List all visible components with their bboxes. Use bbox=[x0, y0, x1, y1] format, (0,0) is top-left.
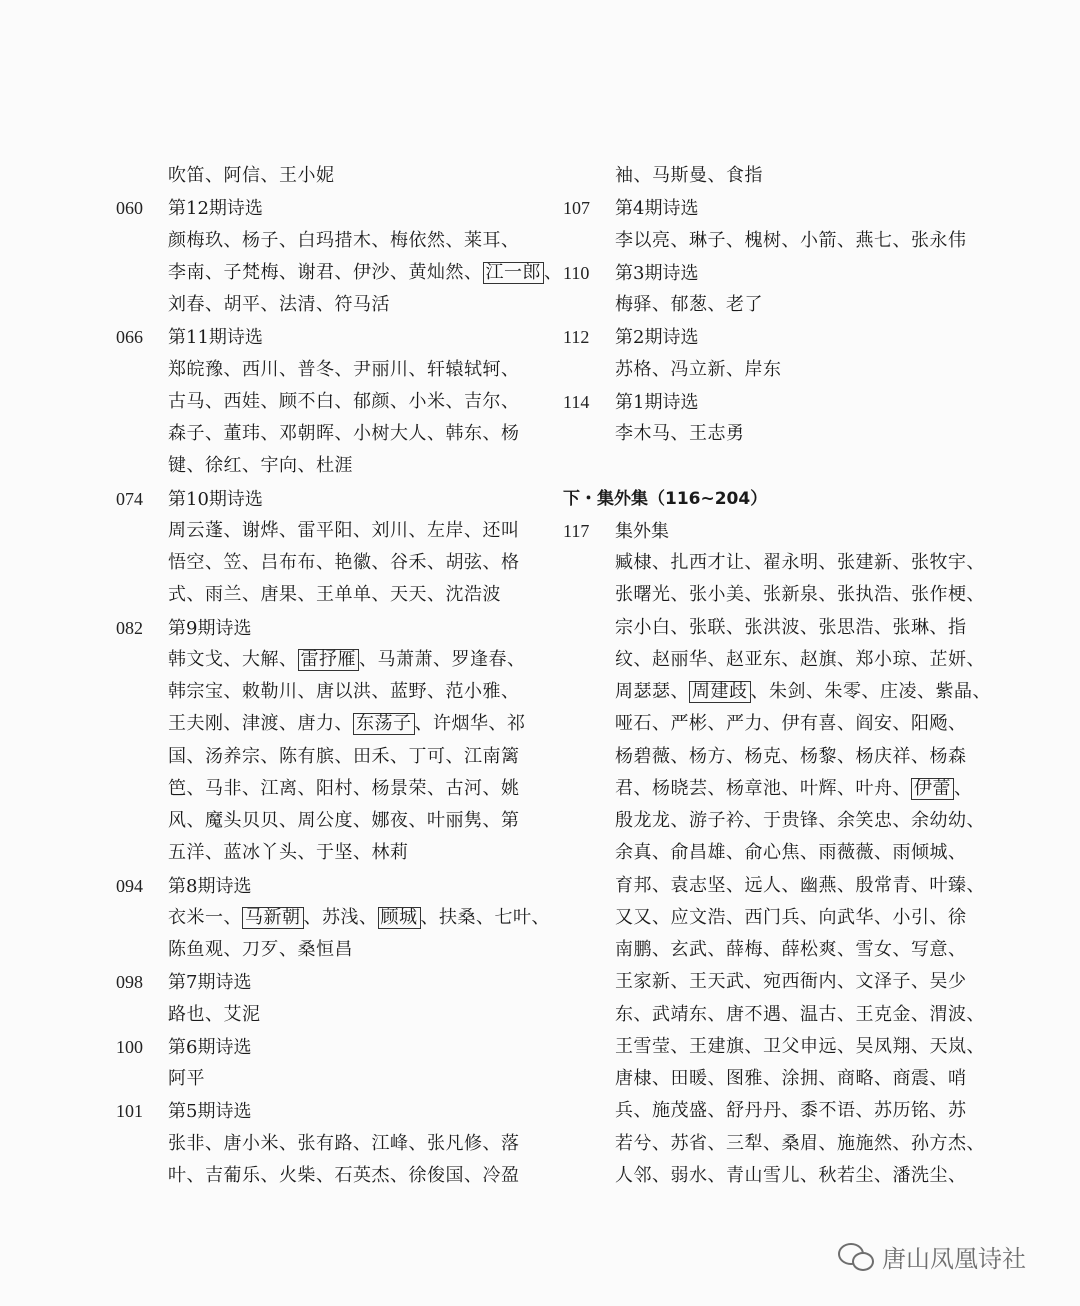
names-text: 韩文戈、大解、 bbox=[168, 648, 298, 670]
toc-entry bbox=[116, 966, 536, 998]
toc-entry bbox=[116, 1031, 536, 1063]
names-text: 、马萧萧、罗逢春、 bbox=[359, 648, 526, 670]
entry-title: 第11期诗选 bbox=[168, 327, 263, 349]
boxed-name: 雷抒雁 bbox=[298, 649, 360, 671]
toc-entry bbox=[563, 257, 983, 289]
poet-names: 张非、唐小米、张有路、江峰、张凡修、落 bbox=[168, 1132, 520, 1154]
poet-names: 王家新、王天武、宛西衙内、文泽子、吴少 bbox=[615, 971, 967, 993]
left-column bbox=[116, 160, 563, 1192]
poet-names: 王雪莹、王建旗、卫父申远、吴凤翔、天岚、 bbox=[615, 1035, 985, 1057]
poet-names: 李以亮、琳子、槐树、小箭、燕七、张永伟 bbox=[615, 229, 967, 251]
poet-names: 苏格、冯立新、岸东 bbox=[615, 358, 782, 380]
toc-entry bbox=[563, 192, 983, 224]
wechat-icon bbox=[838, 1241, 876, 1271]
boxed-name: 东荡子 bbox=[353, 713, 415, 735]
poet-names: 殷龙龙、游子衿、于贵锋、余笑忠、余幼幼、 bbox=[615, 810, 985, 831]
toc-entry bbox=[116, 870, 536, 902]
poet-names: 纹、赵丽华、赵亚东、赵旗、郑小琼、芷妍、 bbox=[615, 648, 985, 670]
poet-names: 式、雨兰、唐果、王单单、天天、沈浩波 bbox=[168, 584, 501, 606]
poet-names: 人邻、弱水、青山雪儿、秋若尘、潘洗尘、 bbox=[615, 1164, 967, 1186]
poet-names: 唐棣、田暖、图雅、涂拥、商略、商震、哨 bbox=[615, 1068, 967, 1089]
names-text: 、苏浅、 bbox=[303, 906, 378, 928]
entry-title: 第3期诗选 bbox=[615, 262, 699, 284]
toc-entry bbox=[563, 386, 983, 418]
page-number: 101 bbox=[116, 1101, 143, 1122]
entry-title: 第6期诗选 bbox=[168, 1036, 252, 1058]
page-number: 094 bbox=[116, 875, 143, 896]
page-number: 100 bbox=[116, 1036, 143, 1057]
poet-names bbox=[116, 902, 550, 934]
poet-names: 杨碧薇、杨方、杨克、杨黎、杨庆祥、杨森 bbox=[615, 745, 967, 767]
names-text: 、 bbox=[544, 261, 563, 283]
poet-names: 叶、吉葡乐、火柴、石英杰、徐俊国、冷盈 bbox=[168, 1164, 520, 1186]
poet-names: 郑皖豫、西川、普冬、尹丽川、轩辕轼轲、 bbox=[168, 358, 520, 380]
section-heading: 下・集外集（116~204） bbox=[563, 488, 768, 509]
poet-names: 五洋、蓝冰丫头、于坚、林莉 bbox=[168, 842, 409, 864]
poet-names: 臧棣、扎西才让、翟永明、张建新、张牧宇、 bbox=[615, 552, 985, 573]
toc-entry bbox=[116, 483, 536, 515]
entry-title: 第1期诗选 bbox=[615, 391, 699, 413]
toc-entry bbox=[116, 321, 536, 353]
poet-names: 笆、马非、江离、阳村、杨景荣、古河、姚 bbox=[168, 777, 520, 799]
poet-names: 又又、应文浩、西门兵、向武华、小引、徐 bbox=[615, 906, 967, 928]
poet-names: 陈鱼观、刀歹、桑恒昌 bbox=[168, 939, 353, 960]
poet-names: 路也、艾泥 bbox=[168, 1003, 261, 1025]
names-text: 、扶桑、七叶、 bbox=[420, 906, 550, 928]
entry-title: 集外集 bbox=[615, 520, 669, 542]
poet-names: 韩宗宝、敕勒川、唐以洪、蓝野、范小雅、 bbox=[168, 681, 520, 702]
page-number: 060 bbox=[116, 198, 143, 219]
entry-title: 第2期诗选 bbox=[615, 327, 699, 349]
poet-names: 袖、马斯曼、食指 bbox=[615, 165, 763, 186]
names-text: 、许烟华、祁 bbox=[414, 713, 526, 735]
poet-names: 东、武靖东、唐不遇、温古、王克金、渭波、 bbox=[615, 1003, 985, 1025]
poet-names: 国、汤养宗、陈有膑、田禾、丁可、江南篱 bbox=[168, 745, 520, 767]
entry-title: 第10期诗选 bbox=[168, 488, 263, 510]
poet-names: 风、魔头贝贝、周公度、娜夜、叶丽隽、第 bbox=[168, 810, 520, 831]
boxed-name: 周建歧 bbox=[689, 681, 751, 703]
poet-names: 梅驿、郁葱、老了 bbox=[615, 294, 763, 315]
page-number: 082 bbox=[116, 617, 143, 638]
entry-title: 第8期诗选 bbox=[168, 875, 252, 897]
poet-names: 张曙光、张小美、张新泉、张执浩、张作梗、 bbox=[615, 584, 985, 606]
names-text: 周瑟瑟、 bbox=[615, 681, 689, 702]
poet-names bbox=[116, 257, 563, 289]
watermark bbox=[838, 1236, 1058, 1276]
toc-entry bbox=[563, 321, 983, 353]
names-text: 君、杨晓芸、杨章池、叶辉、叶舟、 bbox=[615, 777, 911, 799]
poet-names: 若兮、苏省、三犁、桑眉、施施然、孙方杰、 bbox=[615, 1132, 985, 1154]
boxed-name: 伊蕾 bbox=[911, 778, 954, 800]
poet-names: 森子、董玮、邓朝晖、小树大人、韩东、杨 bbox=[168, 423, 520, 444]
poet-names: 阿平 bbox=[168, 1068, 205, 1089]
poet-names bbox=[116, 708, 536, 740]
page-number: 066 bbox=[116, 327, 143, 348]
page-number: 112 bbox=[563, 327, 590, 348]
poet-names: 键、徐红、宇向、杜涯 bbox=[168, 455, 353, 477]
toc-entry bbox=[116, 612, 536, 644]
poet-names: 颜梅玖、杨子、白玛措木、梅依然、莱耳、 bbox=[168, 229, 520, 251]
names-text: 衣米一、 bbox=[168, 906, 242, 928]
names-text: 、朱剑、朱零、庄凌、紫晶、 bbox=[750, 681, 991, 702]
poet-names: 悟空、笠、吕布布、艳徽、谷禾、胡弦、格 bbox=[168, 552, 520, 573]
entry-title: 第4期诗选 bbox=[615, 198, 699, 220]
poet-names: 余真、俞昌雄、俞心焦、雨薇薇、雨倾城、 bbox=[615, 842, 967, 864]
poet-names: 哑石、严彬、严力、伊有喜、阎安、阳飏、 bbox=[615, 713, 967, 735]
poet-names: 兵、施茂盛、舒丹丹、黍不语、苏历铭、苏 bbox=[615, 1100, 967, 1122]
poet-names: 吹笛、阿信、王小妮 bbox=[168, 165, 335, 186]
poet-names: 周云蓬、谢烨、雷平阳、刘川、左岸、还叫 bbox=[168, 519, 520, 541]
poet-names: 刘春、胡平、法清、符马活 bbox=[168, 294, 390, 315]
boxed-name: 马新朝 bbox=[242, 907, 304, 929]
page-number: 098 bbox=[116, 972, 143, 993]
toc-entry bbox=[116, 192, 536, 224]
toc-entry bbox=[563, 515, 983, 547]
entry-title: 第5期诗选 bbox=[168, 1101, 252, 1123]
poet-names: 南鹏、玄武、薛梅、薛松爽、雪女、写意、 bbox=[615, 939, 967, 960]
toc-entry bbox=[116, 1095, 536, 1127]
entry-title: 第7期诗选 bbox=[168, 972, 252, 994]
poet-names bbox=[116, 644, 536, 676]
poet-names: 育邦、袁志坚、远人、幽燕、殷常青、叶臻、 bbox=[615, 874, 985, 896]
names-text: 、 bbox=[954, 777, 973, 799]
poet-names: 宗小白、张联、张洪波、张思浩、张琳、指 bbox=[615, 616, 967, 638]
poet-names: 李木马、王志勇 bbox=[615, 423, 745, 444]
boxed-name: 顾城 bbox=[378, 907, 421, 929]
boxed-name: 江一郎 bbox=[483, 262, 545, 284]
right-column bbox=[563, 160, 991, 1192]
poet-names: 古马、西娃、顾不白、郁颜、小米、吉尔、 bbox=[168, 390, 520, 412]
entry-title: 第12期诗选 bbox=[168, 198, 263, 220]
names-text: 李南、子梵梅、谢君、伊沙、黄灿然、 bbox=[168, 261, 483, 283]
names-text: 王夫刚、津渡、唐力、 bbox=[168, 713, 353, 735]
page-number: 074 bbox=[116, 488, 143, 509]
page-number: 107 bbox=[563, 198, 590, 219]
poet-names bbox=[563, 773, 983, 805]
page-number: 114 bbox=[563, 391, 590, 412]
poet-names bbox=[563, 676, 991, 708]
entry-title: 第9期诗选 bbox=[168, 617, 252, 639]
page-number: 117 bbox=[563, 520, 590, 541]
watermark-text: 唐山凤凰诗社 bbox=[882, 1244, 1026, 1273]
page-number: 110 bbox=[563, 262, 590, 283]
spacer bbox=[563, 450, 983, 482]
